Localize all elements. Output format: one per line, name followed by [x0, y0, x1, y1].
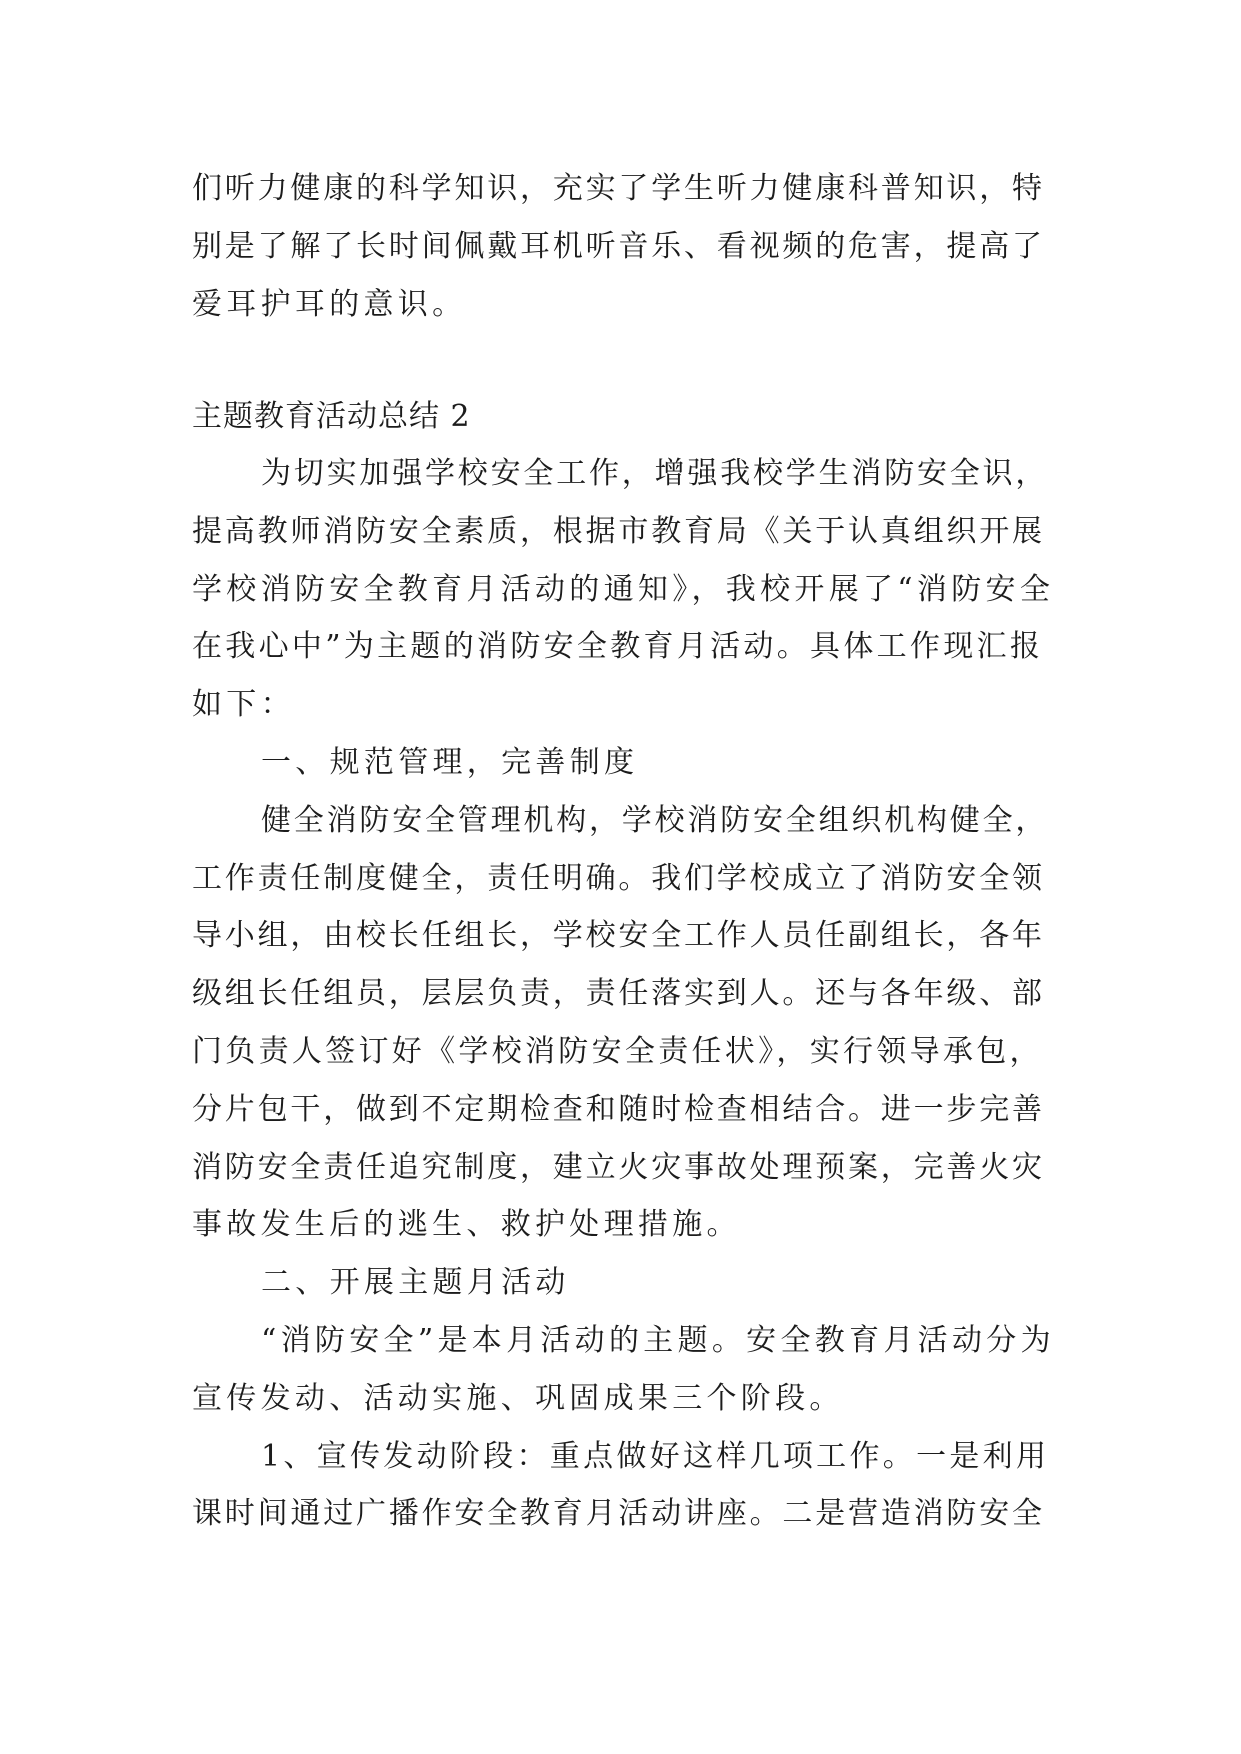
- paragraph-line: 课时间通过广播作安全教育月活动讲座。二是营造消防安全: [192, 1496, 1045, 1532]
- paragraph-line: 工作责任制度健全，责任明确。我们学校成立了消防安全领: [192, 860, 1045, 896]
- paragraph-line: 们听力健康的科学知识，充实了学生听力健康科普知识，特: [192, 171, 1045, 206]
- paragraph-line: 提高教师消防安全素质，根据市教育局《关于认真组织开展: [192, 513, 1045, 549]
- intro-paragraph: [192, 160, 1054, 333]
- paragraph-line: 别是了解了长时间佩戴耳机听音乐、看视频的危害，提高了: [192, 228, 1045, 264]
- body-text: [192, 445, 1054, 1543]
- paragraph-line: 消防安全责任追究制度，建立火灾事故处理预案，完善火灾: [192, 1149, 1045, 1185]
- paragraph-line: 健全消防安全管理机构，学校消防安全组织机构健全，: [261, 802, 1049, 838]
- paragraph-line: 二、开展主题月活动: [261, 1265, 570, 1301]
- paragraph-line: 在我心中”为主题的消防安全教育月活动。具体工作现汇报: [192, 629, 1044, 665]
- paragraph-line: 学校消防安全教育月活动的通知》，我校开展了“消防安全: [192, 571, 1055, 607]
- paragraph-line: 宣传发动、活动实施、巩固成果三个阶段。: [192, 1380, 844, 1416]
- paragraph-line: 爱耳护耳的意识。: [192, 286, 467, 322]
- paragraph-line: 1、宣传发动阶段：重点做好这样几项工作。一是利用: [261, 1438, 1050, 1474]
- paragraph-line: 门负责人签订好《学校消防安全责任状》，实行领导承包，: [192, 1033, 1043, 1069]
- paragraph-line: 为切实加强学校安全工作，增强我校学生消防安全识，: [261, 456, 1049, 491]
- paragraph-line: 导小组，由校长任组长，学校安全工作人员任副组长，各年: [192, 918, 1045, 954]
- section-title: 主题教育活动总结 2: [192, 399, 471, 434]
- paragraph-line: 事故发生后的逃生、救护处理措施。: [192, 1207, 741, 1243]
- paragraph-line: 分片包干，做到不定期检查和随时检查相结合。进一步完善: [192, 1091, 1045, 1127]
- paragraph-line: “消防安全”是本月活动的主题。安全教育月活动分为: [261, 1322, 1055, 1358]
- paragraph-line: 一、规范管理，完善制度: [261, 744, 639, 780]
- paragraph-line: 如下：: [192, 687, 295, 723]
- paragraph-line: 级组长任组员，层层负责，责任落实到人。还与各年级、部: [192, 976, 1045, 1012]
- section-title-block: [192, 388, 1054, 446]
